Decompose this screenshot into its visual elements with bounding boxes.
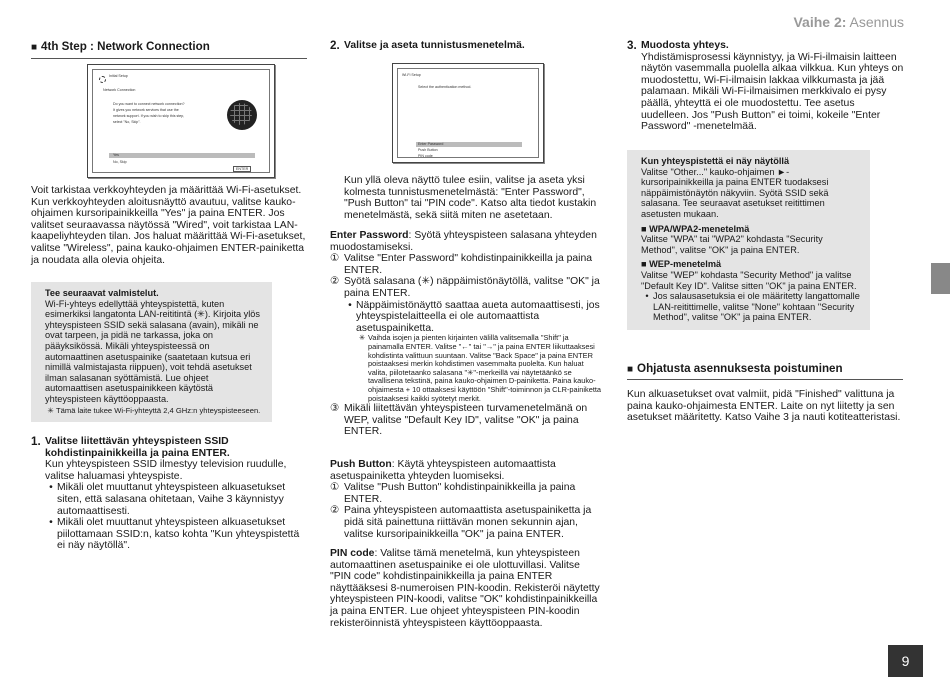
step-1 — [31, 436, 307, 552]
method-label: Enter Password — [330, 230, 409, 241]
push-button-section: Push Button: Käytä yhteyspisteen automaattista asetuspainiketta yhteyden luomiseksi. ① Valitse "Push Button" kohdistinpainikkeilla ja paina ENTER. ② Paina yhteyspisteen automaattista asetuspainiketta ja pidä sitä painettuna riittävän monen sekunnin ajan, valitse kursoripainikkeilla "OK" ja paina ENTER. — [330, 459, 602, 540]
step-title: Valitse liitettävän yhteyspisteen SSID kohdistinpainikkeilla ja paina ENTER. — [45, 436, 230, 459]
box-note-text: Tämä laite tukee Wi-Fi-yhteyttä 2,4 GHz:n yhteyspisteeseen. — [56, 405, 261, 415]
step-text: Kun yhteyspisteen SSID ilmestyy television ruudulle, valitse haluamasi yhteyspiste. — [45, 459, 287, 482]
step-number: 3. — [627, 39, 637, 52]
list-item: • Mikäli olet muuttanut yhteyspisteen alkuasetukset siten, että salasana ohitetaan, Vaihe 3 käynnistyy automaattisesti. — [45, 482, 307, 517]
ssid-hidden-box — [627, 150, 870, 330]
screen-option-push-button: Push Button — [418, 148, 438, 152]
box-subheading: WPA/WPA2-menetelmä — [649, 223, 750, 234]
step-text: Yhdistämisprosessi käynnistyy, ja Wi-Fi-ilmaisin laitteen näytön vasemmalla puolella alkaa vilkkua. Kun yhteys on muodostettu, Wi-Fi-ilmaisin lakkaa vilkkumasta ja jää palamaan. Mikäli Wi-Fi-ilmaisimen merkkivalo ei pysy päällä, yhteyttä ei ole muodostettu. Tee asetus uudelleen. Jos "Push Button" ei toimi, kokeile "Enter Password" -menetelmää. — [641, 51, 904, 133]
list-item: • Jos salausasetuksia ei ole määritetty langattomalle LAN-reitittimelle, valitse "None" kohtaan "Security Method", valitse "OK" ja paina ENTER. — [641, 291, 860, 323]
screen-subtitle: Network Connection — [103, 88, 136, 92]
box-subheading: WEP-menetelmä — [649, 259, 722, 270]
screen-option-enter-password: Enter Password — [418, 142, 444, 146]
section-heading — [31, 40, 307, 59]
network-connection-screen — [87, 64, 275, 178]
square-icon: ■ — [627, 364, 634, 375]
bullet-icon: • — [49, 482, 53, 494]
box-title: Kun yhteyspistettä ei näy näytöllä — [641, 156, 790, 166]
screen-line: It gives you network services that use the — [113, 108, 179, 112]
bullet-icon: • — [645, 291, 649, 302]
step-number: 1. — [31, 435, 41, 448]
intro-text: Kun yllä oleva näyttö tulee esiin, valitse ja aseta yksi kolmesta tunnistusmenetelmästä: "Enter Password", "Push Button" tai "PIN code". Katso alta tiedot kustakin menetelmästä, sekä siitä miten ne asetetaan. — [344, 175, 597, 221]
list-item: • Mikäli olet muuttanut yhteyspisteen alkuasetukset piilottamaan SSID:n, katso kohta "Kun yhteyspistettä ei näy näytöllä". — [45, 517, 307, 552]
box-text: Valitse "WEP" kohdasta "Security Method" ja valitse "Default Key ID". Valitse sitten "OK" ja paina ENTER. — [641, 269, 857, 291]
step-number: 2. — [330, 39, 340, 52]
step-2-heading — [330, 40, 602, 52]
list-item: ③ Mikäli liitettävän yhteyspisteen turvamenetelmänä on WEP, valitse "Default Key ID", valitse "OK" ja paina ENTER. — [330, 403, 588, 438]
screen-line: select "No, Skip". — [113, 120, 141, 124]
asterisk-icon: ✳ — [358, 333, 366, 343]
list-item: ② Syötä salasana (✳) näppäimistönäytöllä, valitse "OK" ja paina ENTER. — [330, 276, 600, 299]
step-title: Valitse ja aseta tunnistusmenetelmä. — [344, 40, 525, 51]
square-icon: ■ — [31, 42, 38, 53]
box-note — [45, 406, 262, 415]
bullet-icon: • — [348, 299, 352, 311]
screen-title: Wi-Fi Setup — [402, 73, 421, 77]
method-label: PIN code — [330, 548, 375, 559]
screen-subtitle: Select the authentication method. — [418, 85, 472, 89]
header-title: Asennus — [849, 14, 904, 30]
box-text: Valitse "Other..." kauko-ohjaimen ►-kursoripainikkeilla ja paina ENTER tuodaksesi näppäimistönäytön näkyviin. Syötä SSID sekä salasana. Tee seuraavat asetukset reitittimen asetusten mukaan. — [641, 166, 829, 219]
enter-password-section: Enter Password: Syötä yhteyspisteen salasana yhteyden muodostamiseksi. ① Valitse "Enter Password" kohdistinpainikkeilla ja paina ENTER. ② Syötä salasana (✳) näppäimistönäytöllä, valitse "OK" ja paina ENTER. • Näppäimistönäyttö saattaa aueta automaattisesti, jos yhteyspistelaitteella ei ole automaattista asetuspainiketta. ✳ Vaihda isojen ja pienten kirjainten välillä valitsemalla "Shift" ja painamalla ENTER. Valitse "←" tai "→" ja paina ENTER liikuttaaksesi kohdistinta valittuun suuntaan. Valitse "Back Space" ja paina ENTER poistaaksesi merkin kohdistimen vasemmalta puolelta. Kun haluat valita, piilotetaanko salasana "✳"-merkeillä vai näytetäänkö se tavallisena tekstinä, paina kauko-ohjaimen D-painiketta. Paina kauko-ohjaimesta + 10 ottaaksesi käyttöön "Shift"-toiminnon ja CLR-painiketta poistaaksesi kaikki syötetyt merkit. ③ Mikäli liitettävän yhteyspisteen turvamenetelmänä on WEP, valitse "Default Key ID", valitse "OK" ja paina ENTER. — [330, 230, 602, 438]
intro-text: Voit tarkistaa verkkoyhteyden ja määrittää Wi-Fi-asetukset. Kun verkkoyhteyden aloitusnäyttö avautuu, valitse kauko-ohjaimen kursoripainikkeilla "Yes" ja paina ENTER. Jos valitset seuraavassa näytössä "Wired", voit tarkistaa LAN-kaapeliyhteyden tilan. Jos haluat määrittää Wi-Fi-asetukset, valitse "Wireless", paina kauko-ohjaimen ENTER-painiketta ja noudata alla olevia ohjeita. — [31, 185, 306, 266]
screen-option-pin-code: PIN code — [418, 154, 433, 158]
screen-title: Initial Setup — [109, 74, 128, 78]
page-header — [793, 14, 904, 30]
list-item: • Näppäimistönäyttö saattaa aueta automaattisesti, jos yhteyspistelaitteella ei ole automaattista asetuspainiketta. — [330, 300, 602, 335]
box-text: Wi-Fi-yhteys edellyttää yhteyspistettä, kuten esimerkiksi langatonta LAN-reititintä (✳). Kirjoita ylös yhteyspisteen SSID sekä salasana (avain), mikäli ne ovat tarpeen, ja pidä ne tarkassa, joka on pääyksikössä. Mikäli yhteyspisteessä on automaattinen asetuspainike (saatetaan kutsua eri nimillä valmistajasta riippuen), voit tehdä asetukset ilman salasanan syöttämistä. Lue ohjeet automaattisen asetuspainikkeen käytöstä yhteyspisteen käyttöoppaasta. — [45, 298, 261, 404]
list-item: ② Paina yhteyspisteen automaattista asetuspainiketta ja pidä sitä painettuna riittävän monen sekunnin ajan, valitse kursoripainikkeilla "OK" ja paina ENTER. — [330, 505, 592, 540]
section-title: Ohjatusta asennuksesta poistuminen — [637, 362, 843, 375]
header-prefix: Vaihe 2: — [793, 14, 847, 30]
screen-line: Do you want to connect network connection? — [113, 102, 185, 106]
list-item: ① Valitse "Enter Password" kohdistinpainikkeilla ja paina ENTER. — [330, 253, 593, 276]
screen-enter-button: ENTER — [233, 166, 251, 172]
square-icon: ■ — [641, 223, 650, 234]
section-heading — [627, 362, 903, 380]
side-tab — [931, 263, 950, 294]
screen-option-yes: Yes — [113, 153, 119, 157]
list-item: ① Valitse "Push Button" kohdistinpainikkeilla ja paina ENTER. — [330, 482, 576, 505]
step-title: Muodosta yhteys. — [641, 40, 729, 51]
globe-icon — [227, 100, 257, 130]
exit-text: Kun alkuasetukset ovat valmiit, pidä "Finished" valittuna ja paina kauko-ohjaimesta ENTER. Laite on nyt liitetty ja sen asetukset määritetty. Katso Vaihe 3 ja nauti kotiteatteristasi. — [627, 389, 901, 424]
method-label: Push Button — [330, 459, 392, 470]
footnote: ✳ Vaihda isojen ja pienten kirjainten välillä valitsemalla "Shift" ja painamalla ENTER. Valitse "←" tai "→" ja paina ENTER liikuttaaksesi kohdistinta valittuun suuntaan. Valitse "Back Space" ja paina ENTER poistaaksesi merkin kohdistimen vasemmalta puolelta. Kun haluat valita, piilotetaanko salasana "✳"-merkeillä vai näytetäänkö se tavallisena tekstinä, paina kauko-ohjaimen D-painiketta. Paina kauko-ohjaimesta + 10 ottaaksesi käyttöön "Shift"-toiminnon ja CLR-painiketta poistaaksesi kaikki syötetyt merkit. — [330, 334, 602, 403]
screen-option-no-skip: No, Skip — [113, 160, 127, 164]
wifi-setup-screen — [392, 63, 544, 163]
pin-code-section: PIN code: Valitse tämä menetelmä, kun yhteyspisteen automaattinen asetuspainike ei ole ulottuvillasi. Valitse "PIN code" kohdistinpainikkeilla ja paina ENTER näyttääksesi 8-numeroisen PIN-koodin. Rekisteröi näytetty yhteyspisteen PIN-koodi, valitse "OK" kohdistinpainikkeilla ja paina ENTER. Lue ohjeet yhteyspisteen PIN-koodin rekisteröinnistä yhteyspisteen käyttöoppaasta. — [330, 548, 600, 629]
page-number: 9 — [888, 645, 923, 677]
box-text: Valitse "WPA" tai "WPA2" kohdasta "Security Method", valitse "OK" ja paina ENTER. — [641, 234, 823, 255]
gear-icon — [99, 76, 106, 83]
square-icon: ■ — [641, 259, 650, 270]
section-title: 4th Step : Network Connection — [41, 40, 210, 53]
box-title: Tee seuraavat valmistelut. — [45, 288, 159, 298]
option-highlight — [109, 153, 255, 158]
bullet-icon: • — [49, 517, 53, 529]
preparation-box — [31, 282, 272, 422]
screen-line: network support. If you wish to skip this step, — [113, 114, 185, 118]
asterisk-icon: ✳ — [47, 405, 54, 415]
step-3 — [627, 40, 905, 133]
